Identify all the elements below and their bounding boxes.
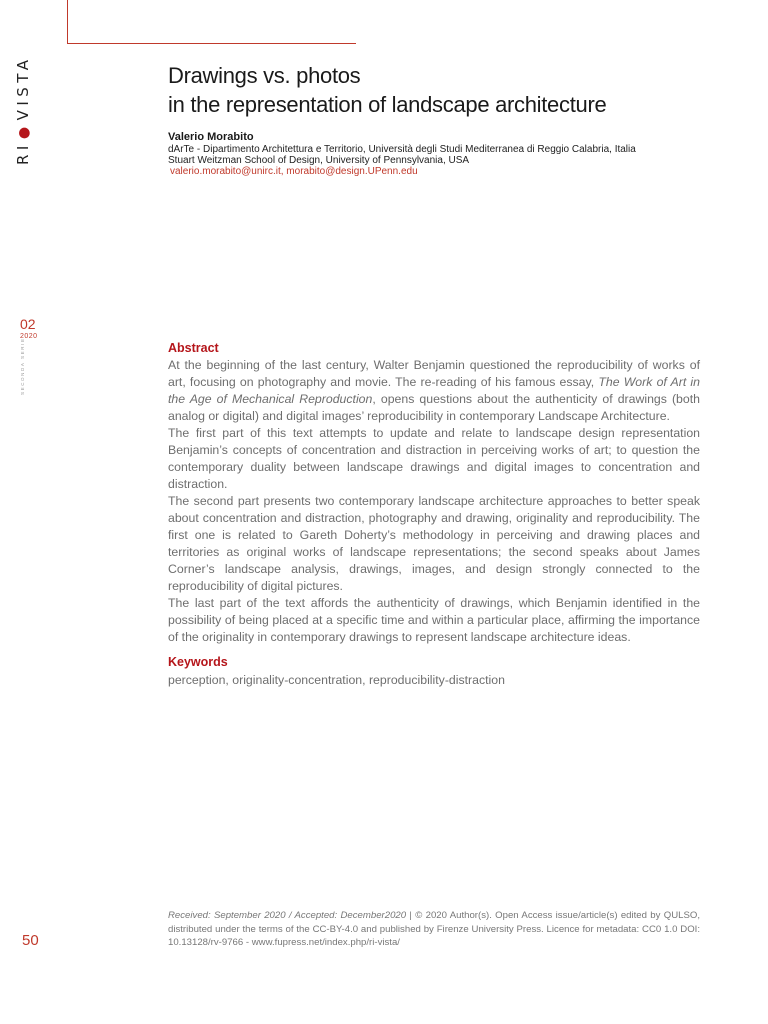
- author-block: [168, 131, 728, 177]
- issue-number: 02: [20, 316, 36, 332]
- frame-rule-horizontal: [67, 43, 356, 44]
- page-number: 50: [22, 932, 39, 949]
- author-name: Valerio Morabito: [168, 131, 254, 143]
- journal-logo-dot-icon: ●: [16, 122, 32, 140]
- journal-logo-right: VISTA: [14, 55, 32, 121]
- abstract-p1-essay-title: The Work of Art in the Age of Mechanical Reproduction: [168, 375, 700, 406]
- keywords-heading: Keywords: [168, 655, 228, 669]
- frame-rule-vertical: [67, 0, 68, 44]
- abstract-paragraph-4: The last part of the text affords the authenticity of drawings, which Benjamin identified in the possibility of being placed at a specific time and within a particular place, affirming the importance of the originality in contemporary drawings to represent landscape architecture ideas.: [168, 596, 700, 644]
- journal-logo: [14, 55, 32, 165]
- author-affiliation-1: dArTe - Dipartimento Architettura e Territorio, Università degli Studi Mediterranea di Reggio Calabria, Italia: [168, 144, 636, 155]
- abstract-heading: Abstract: [168, 341, 219, 355]
- keywords-list: perception, originality-concentration, reproducibility-distraction: [168, 673, 505, 687]
- abstract-body: [168, 357, 700, 646]
- journal-logo-left: RI: [14, 141, 32, 165]
- article-title-line1: Drawings vs. photos: [168, 63, 361, 88]
- abstract-paragraph-2: The first part of this text attempts to update and relate to landscape design representation Benjamin’s concepts of concentration and distraction in perceiving works of art; to question the contemporary duality between landscape drawings and digital images to concentration and distraction.: [168, 426, 700, 491]
- abstract-paragraph-3: The second part presents two contemporary landscape architecture approaches to better speak about concentration and distraction, photography and drawing, originality and reproducibility. The first one is related to Gareth Doherty’s methodology in perceiving and drawing places and territories as original works of landscape representations; the second speaks about James Corner’s landscape analysis, drawings, images, and design strongly connected to the reproducibility of digital pictures.: [168, 494, 700, 593]
- author-affiliation-2: Stuart Weitzman School of Design, University of Pennsylvania, USA: [168, 155, 470, 166]
- abstract-p1-end: , opens questions about the authenticity of drawings (both analog or digital) and digital images’ reproducibility in contemporary Landscape Architecture.: [168, 392, 700, 423]
- footer-note: [168, 909, 700, 950]
- article-title-line2: in the representation of landscape architecture: [168, 92, 607, 117]
- abstract-paragraph-1: [168, 357, 700, 425]
- issue-year: 2020: [20, 333, 38, 340]
- footer-license: | © 2020 Author(s). Open Access issue/article(s) edited by QULSO, distributed under the terms of the CC-BY-4.0 and published by Firenze University Press. Licence for metadata: CC0 1.0 DOI: 10.13128/rv-9766 - www.fupress.net/index.php/ri-vista/: [168, 910, 700, 948]
- footer-dates: Received: September 2020 / Accepted: December2020: [168, 910, 407, 921]
- article-title: [168, 61, 728, 119]
- abstract-p1-start: At the beginning of the last century, Walter Benjamin questioned the reproducibility of works of art, focusing on photography and movie. The re-reading of his famous essay,: [168, 358, 700, 389]
- issue-series: SECONDA SERIE: [20, 337, 25, 395]
- author-email-link[interactable]: valerio.morabito@unirc.it, morabito@design.UPenn.edu: [170, 166, 418, 177]
